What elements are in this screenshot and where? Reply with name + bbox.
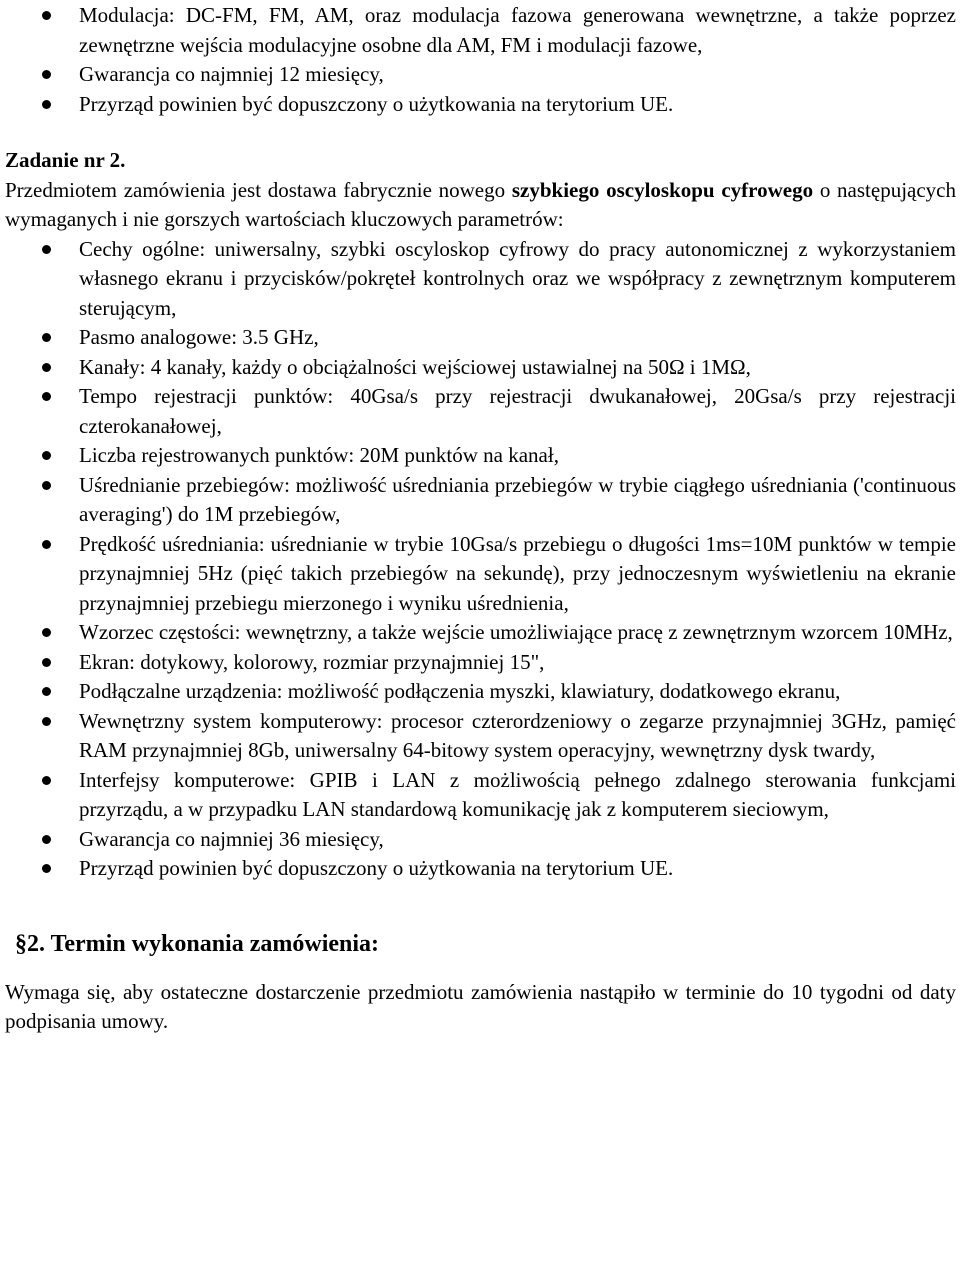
list-item: Wzorzec częstości: wewnętrzny, a także wejście umożliwiające pracę z zewnętrznym wzorcem 10MHz, [5,618,956,648]
list-item: Przyrząd powinien być dopuszczony o użytkowania na terytorium UE. [5,90,956,120]
list-item: Uśrednianie przebiegów: możliwość uśredniania przebiegów w trybie ciągłego uśredniania ('continuous averaging') do 1M przebiegów, [5,471,956,530]
task2-bullet-list [5,235,956,884]
list-item: Wewnętrzny system komputerowy: procesor czterordzeniowy o zegarze przynajmniej 3GHz, pamięć RAM przynajmniej 8Gb, uniwersalny 64-bitowy system operacyjny, wewnętrzny dysk twardy, [5,707,956,766]
section2-heading: §2. Termin wykonania zamówienia: [15,930,380,957]
intro-text: Przedmiotem zamówienia jest dostawa fabrycznie nowego [5,177,512,202]
list-item: Liczba rejestrowanych punktów: 20M punktów na kanał, [5,441,956,471]
intro-text: o następujących wymaganych i nie gorszych wartościach kluczowych parametrów: [5,177,956,231]
list-item: Przyrząd powinien być dopuszczony o użytkowania na terytorium UE. [5,854,956,884]
intro-bold-text: szybkiego oscyloskopu cyfrowego [511,177,814,202]
document-page [5,0,956,1037]
task2-heading: Zadanie nr 2. [5,148,126,172]
list-item: Gwarancja co najmniej 12 miesięcy, [5,60,956,90]
task2-intro [5,176,956,235]
list-item: Cechy ogólne: uniwersalny, szybki oscyloskop cyfrowy do pracy autonomicznej z wykorzystaniem własnego ekranu i przycisków/pokręteł kontrolnych oraz we współpracy z zewnętrznym komputerem sterującym, [5,235,956,324]
list-item: Podłączalne urządzenia: możliwość podłączenia myszki, klawiatury, dodatkowego ekranu, [5,677,956,707]
list-item: Modulacja: DC-FM, FM, AM, oraz modulacja fazowa generowana wewnętrzne, a także poprzez zewnętrzne wejścia modulacyjne osobne dla AM, FM i modulacji fazowe, [5,1,956,60]
list-item: Pasmo analogowe: 3.5 GHz, [5,323,956,353]
section2-text: Wymaga się, aby ostateczne dostarczenie przedmiotu zamówienia nastąpiło w terminie do 10 tygodni od daty podpisania umowy. [5,979,956,1033]
list-item: Kanały: 4 kanały, każdy o obciążalności wejściowej ustawialnej na 50Ω i 1MΩ, [5,353,956,383]
list-item: Prędkość uśredniania: uśrednianie w trybie 10Gsa/s przebiegu o długości 1ms=10M punktów w tempie przynajmniej 5Hz (pięć takich przebiegów na sekundę), przy jednoczesnym wyświetleniu na ekranie przynajmniej przebiegu mierzonego i wyniku uśrednienia, [5,530,956,619]
list-item: Tempo rejestracji punktów: 40Gsa/s przy rejestracji dwukanałowej, 20Gsa/s przy rejestracji czterokanałowej, [5,382,956,441]
list-item: Interfejsy komputerowe: GPIB i LAN z możliwością pełnego zdalnego sterowania funkcjami przyrządu, a w przypadku LAN standardową komunikację jak z komputerem sieciowym, [5,766,956,825]
list-item: Ekran: dotykowy, kolorowy, rozmiar przynajmniej 15", [5,648,956,678]
list-item: Gwarancja co najmniej 36 miesięcy, [5,825,956,855]
task1-bullet-list [5,1,956,119]
